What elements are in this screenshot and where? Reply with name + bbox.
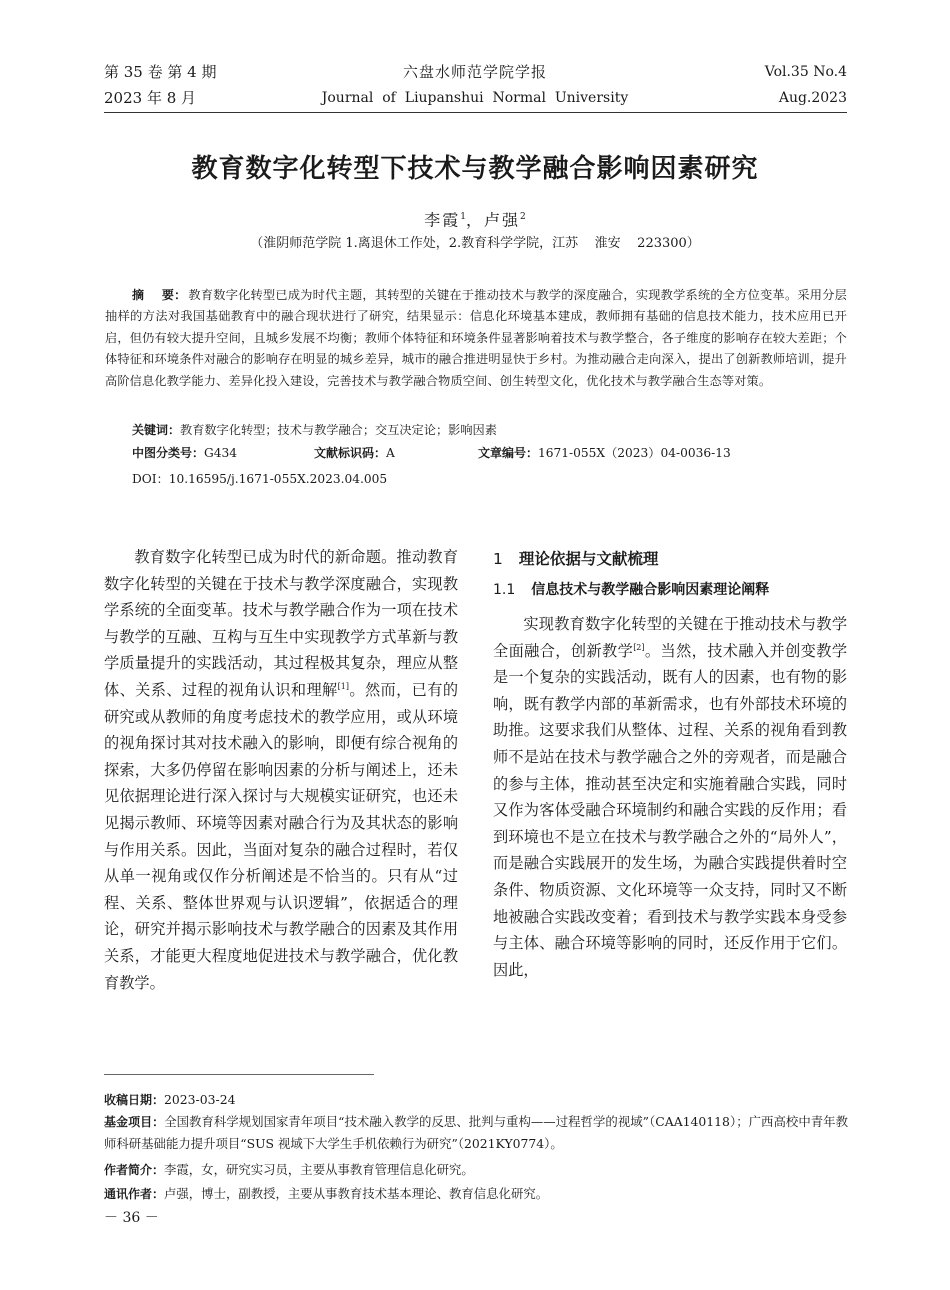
intro-paragraph (104, 544, 458, 996)
funding-text: 全国教育科学规划国家青年项目“技术融入教学的反思、批判与重构——过程哲学的视域”（CAA140118）；广西高校中青年教师科研基础能力提升项目“SUS 视域下大学生手机依赖行为研究”（2021KY0774）。 (104, 1114, 848, 1151)
footnote-author-bio (104, 1159, 848, 1181)
abstract (105, 285, 847, 392)
section-1-heading (493, 548, 658, 570)
author-2-affil-mark: 2 (520, 212, 526, 222)
document-code-label: 文献标识码： (314, 446, 387, 460)
footnote-rule (104, 1074, 374, 1075)
header-volume: 第 35 卷 第 4 期 (104, 63, 217, 81)
footnote-received (104, 1089, 848, 1111)
funding-label: 基金项目： (104, 1115, 165, 1129)
keywords-text: 教育数字化转型；技术与教学融合；交互决定论；影响因素 (180, 423, 497, 437)
article-number (478, 444, 731, 462)
abstract-text: 教育数字化转型已成为时代主题，其转型的关键在于推动技术与教学的深度融合，实现教学系统的全方位变革。采用分层抽样的方法对我国基础教育中的融合现状进行了研究，结果显示：信息化环境基本建成，教师拥有基础的信息技术能力，技术应用已开启，但仍有较大提升空间，且城乡发展不均衡；教师个体特征和环境条件显著影响着技术与教学整合，各子维度的影响存在较大差距；个体特征和环境条件对融合的影响存在明显的城乡差异，城市的融合推进明显快于乡村。为推动融合走向深入，提出了创新教师培训，提升高阶信息化教学能力、差异化投入建设，完善技术与教学融合物质空间、创生转型文化，优化技术与教学融合生态等对策。 (105, 288, 848, 388)
section-1-1-title: 信息技术与教学融合影响因素理论阐释 (531, 582, 770, 598)
keywords (132, 421, 497, 439)
section-1-title: 理论依据与文献梳理 (518, 550, 659, 568)
article-number-label: 文章编号： (478, 446, 539, 460)
corresponding-author-label: 通讯作者： (104, 1187, 165, 1201)
section-1-1-heading (493, 580, 769, 600)
section-text-part-1: 实现教育数字化转型的关键在于推动技术与教学全面融合，创新教学 (493, 615, 847, 660)
doi: DOI：10.16595/j.1671-055X.2023.04.005 (132, 472, 388, 486)
header-date-en: Aug.2023 (778, 90, 847, 106)
author-separator: ， (465, 210, 484, 230)
clc-label: 中图分类号： (132, 446, 205, 460)
page-number: － 36 － (104, 1210, 159, 1226)
citation-2: [2] (633, 642, 645, 652)
author-bio-label: 作者简介： (104, 1163, 165, 1177)
article-authors (0, 207, 950, 230)
received-date: 2023-03-24 (164, 1092, 236, 1107)
section-text-part-2: 。当然，技术融入并创变教学是一个复杂的实践活动，既有人的因素，也有物的影响，既有教学内部的革新需求，也有外部技术环境的助推。这要求我们从整体、过程、关系的视角看到教师不是站在技术与教学融合之外的旁观者，而是融合的参与主体，推动甚至决定和实施着融合实践，同时又作为客体受融合环境制约和融合实践的反作用；看到环境也不是立在技术与教学融合之外的“局外人”，而是融合实践展开的发生场，为融合实践提供着时空条件、物质资源、文化环境等一众支持，同时又不断地被融合实践改变着；看到技术与教学实践本身受参与主体、融合环境等影响的同时，还反作用于它们。因此， (493, 641, 848, 979)
keywords-label: 关键词： (132, 423, 181, 437)
section-1-1-number: 1.1 (493, 582, 516, 598)
header-journal-cn: 六盘水师范学院学报 (402, 63, 547, 81)
body-right-column (493, 611, 847, 983)
body-left-column (104, 544, 458, 996)
document-code (314, 444, 395, 462)
header-rule (104, 112, 847, 113)
article-title: 教育数字化转型下技术与教学融合影响因素研究 (191, 154, 759, 184)
header-journal-en: Journal of Liupanshui Normal University (321, 90, 629, 106)
article-affiliation: （淮阴师范学院 1.离退休工作处，2.教育科学学院，江苏 淮安 223300） (250, 236, 700, 251)
intro-text-part-2: 。然而，已有的研究或从教师的角度考虑技术的教学应用，或从环境的视角探讨其对技术融入的影响，即便有综合视角的探索，大多仍停留在影响因素的分析与阐述上，还未见依据理论进行深入探讨与大规模实证研究，也还未见揭示教师、环境等因素对融合行为及其状态的影响与作用关系。因此，当面对复杂的融合过程时，若仅从单一视角或仅作分析阐述是不恰当的。只有从“过程、关系、整体世界观与认识逻辑”，依据适合的理论，研究并揭示影响技术与教学融合的因素及其作用关系，才能更大程度地促进技术与教学融合，优化教育教学。 (104, 680, 459, 992)
author-1-affil-mark: 1 (460, 212, 466, 222)
corresponding-author-text: 卢强，博士，副教授，主要从事教育技术基本理论、教育信息化研究。 (164, 1186, 549, 1201)
intro-text-part-1: 教育数字化转型已成为时代的新命题。推动教育数字化转型的关键在于技术与教学深度融合，实现教学系统的全面变革。技术与教学融合作为一项在技术与教学的互融、互构与互生中实现教学方式革新与教学质量提升的实践活动，其过程极其复杂，理应从整体、关系、过程的视角认识和理解 (104, 548, 458, 699)
author-1: 李霞 (424, 210, 461, 230)
abstract-label: 摘 要： (132, 288, 187, 302)
citation-1: [1] (337, 681, 349, 691)
received-label: 收稿日期： (104, 1093, 165, 1107)
author-2: 卢强 (484, 210, 521, 230)
clc-number (132, 444, 237, 462)
header-volume-en: Vol.35 No.4 (764, 64, 847, 80)
clc-value: G434 (204, 446, 238, 460)
section-1-number: 1 (493, 550, 503, 568)
document-code-value: A (386, 446, 395, 460)
header-date: 2023 年 8 月 (104, 89, 197, 107)
author-bio-text: 李霞，女，研究实习员，主要从事教育管理信息化研究。 (164, 1162, 474, 1177)
footnote-corresponding-author (104, 1183, 848, 1205)
footnote-funding (104, 1111, 848, 1155)
article-number-value: 1671-055X（2023）04-0036-13 (538, 446, 731, 460)
section-1-1-paragraph (493, 611, 847, 983)
